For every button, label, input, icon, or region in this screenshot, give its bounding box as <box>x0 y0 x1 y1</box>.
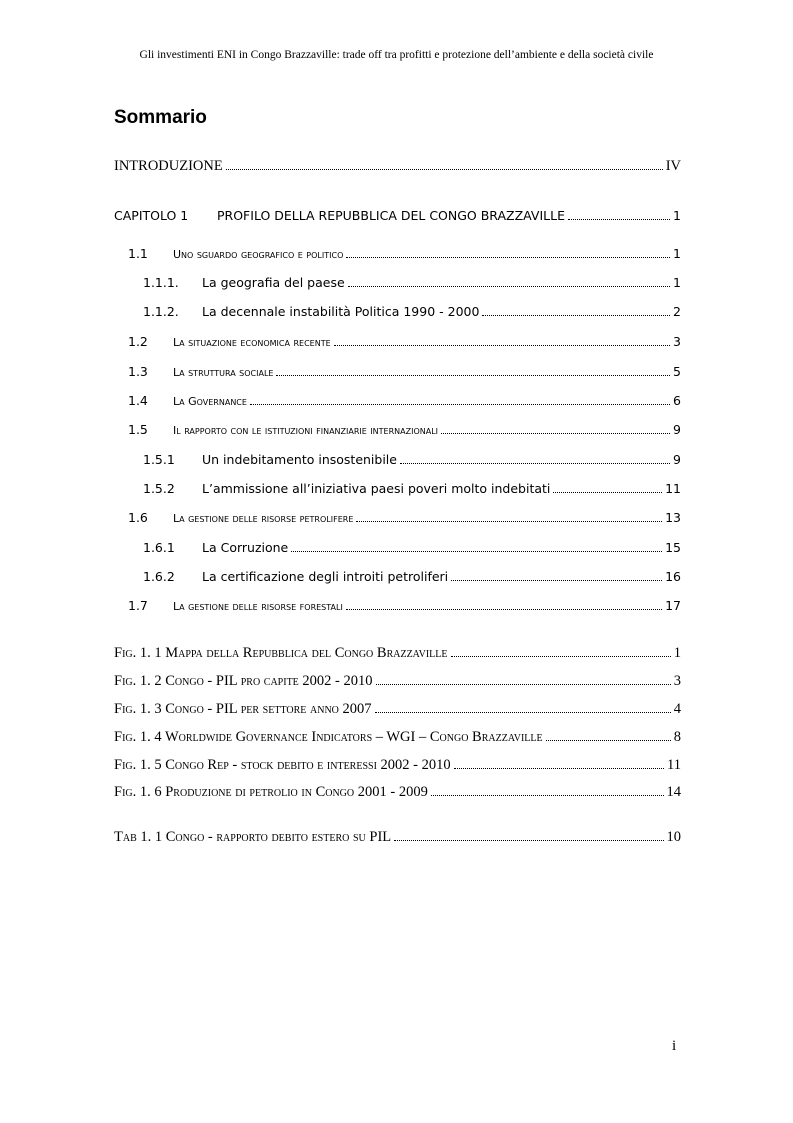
page-number: i <box>672 1038 677 1054</box>
toc-subsection-page: 2 <box>673 304 681 319</box>
toc-chapter-label: PROFILO DELLA REPUBBLICA DEL CONGO BRAZZAVILLE <box>217 208 565 223</box>
toc-section-label: La Governance <box>173 395 247 408</box>
toc-section-page: 3 <box>673 334 681 349</box>
toc-figure-page: 1 <box>673 645 681 661</box>
toc-figure-entry[interactable] <box>114 729 681 751</box>
toc-figure-page: 14 <box>666 784 681 800</box>
toc-subsection-label: La Corruzione <box>202 540 289 555</box>
toc-section-number: 1.2 <box>128 334 148 349</box>
toc-table-page: 10 <box>666 829 681 845</box>
running-header: Gli investimenti ENI in Congo Brazzaville: trade off tra profitti e protezione dell’ambiente e della società civile <box>139 49 654 61</box>
toc-section-label: La gestione delle risorse petrolifere <box>173 512 354 525</box>
toc-section-entry[interactable] <box>128 364 681 386</box>
toc-figure-page: 4 <box>673 701 681 717</box>
toc-subsection-entry[interactable] <box>143 481 681 503</box>
toc-subsection-number: 1.1.1. <box>143 275 179 290</box>
leader-dots <box>553 492 662 493</box>
leader-dots <box>451 656 671 657</box>
toc-table-entry[interactable] <box>114 829 681 851</box>
toc-figure-page: 11 <box>667 757 681 773</box>
leader-dots <box>348 286 670 287</box>
toc-figure-label: Fig. 1. 1 Mappa della Repubblica del Congo Brazzaville <box>114 645 448 661</box>
toc-subsection-number: 1.5.2 <box>143 481 175 496</box>
toc-subsection-label: La geografia del paese <box>202 275 345 290</box>
leader-dots <box>454 768 664 769</box>
toc-section-label: La struttura sociale <box>173 366 274 379</box>
toc-subsection-entry[interactable] <box>143 304 681 326</box>
toc-subsection-label: La decennale instabilità Politica 1990 - 2000 <box>202 304 480 319</box>
toc-subsection-page: 15 <box>665 540 681 555</box>
leader-dots <box>431 795 664 796</box>
page-title: Sommario <box>114 107 207 128</box>
toc-chapter-number: CAPITOLO 1 <box>114 208 189 223</box>
leader-dots <box>334 345 670 346</box>
toc-chapter-page: 1 <box>673 208 681 223</box>
leader-dots <box>276 375 670 376</box>
toc-section-number: 1.1 <box>128 246 148 261</box>
toc-subsection-page: 16 <box>665 569 681 584</box>
toc-section-number: 1.3 <box>128 364 148 379</box>
toc-intro-entry[interactable] <box>114 158 681 180</box>
toc-table-label: Tab 1. 1 Congo - rapporto debito estero su PIL <box>114 829 392 845</box>
toc-subsection-entry[interactable] <box>143 540 681 562</box>
leader-dots <box>375 712 671 713</box>
leader-dots <box>394 840 663 841</box>
leader-dots <box>346 257 670 258</box>
leader-dots <box>376 684 671 685</box>
toc-figure-label: Fig. 1. 6 Produzione di petrolio in Congo 2001 - 2009 <box>114 784 428 800</box>
toc-section-page: 1 <box>673 246 681 261</box>
toc-subsection-page: 1 <box>673 275 681 290</box>
leader-dots <box>250 404 670 405</box>
toc-section-number: 1.7 <box>128 598 148 613</box>
toc-subsection-entry[interactable] <box>143 275 681 297</box>
leader-dots <box>482 315 670 316</box>
leader-dots <box>546 740 671 741</box>
toc-section-number: 1.4 <box>128 393 148 408</box>
toc-section-entry[interactable] <box>128 393 681 415</box>
toc-figure-label: Fig. 1. 4 Worldwide Governance Indicators – WGI – Congo Brazzaville <box>114 729 543 745</box>
toc-section-label: Uno sguardo geografico e politico <box>173 248 344 261</box>
toc-section-page: 6 <box>673 393 681 408</box>
leader-dots <box>451 580 662 581</box>
toc-subsection-entry[interactable] <box>143 569 681 591</box>
toc-subsection-entry[interactable] <box>143 452 681 474</box>
toc-section-page: 9 <box>673 422 681 437</box>
leader-dots <box>346 609 662 610</box>
toc-subsection-number: 1.5.1 <box>143 452 175 467</box>
toc-figure-page: 8 <box>673 729 681 745</box>
leader-dots <box>356 521 662 522</box>
leader-dots <box>568 219 670 220</box>
toc-section-page: 17 <box>665 598 681 613</box>
toc-figure-entry[interactable] <box>114 757 681 779</box>
toc-figure-page: 3 <box>673 673 681 689</box>
toc-section-number: 1.6 <box>128 510 148 525</box>
toc-figure-entry[interactable] <box>114 701 681 723</box>
toc-section-number: 1.5 <box>128 422 148 437</box>
toc-section-label: Il rapporto con le istituzioni finanziarie internazionali <box>173 424 439 437</box>
toc-section-entry[interactable] <box>128 334 681 356</box>
toc-section-page: 13 <box>665 510 681 525</box>
toc-subsection-number: 1.6.2 <box>143 569 175 584</box>
leader-dots <box>226 169 663 170</box>
toc-chapter-entry[interactable] <box>114 208 681 230</box>
toc-intro-page: IV <box>665 158 681 174</box>
toc-subsection-label: L’ammissione all’iniziativa paesi poveri molto indebitati <box>202 481 551 496</box>
toc-figure-label: Fig. 1. 2 Congo - PIL pro capite 2002 - 2010 <box>114 673 373 689</box>
toc-subsection-page: 11 <box>665 481 681 496</box>
toc-section-entry[interactable] <box>128 422 681 444</box>
toc-section-entry[interactable] <box>128 510 681 532</box>
toc-section-label: La gestione delle risorse forestali <box>173 600 343 613</box>
toc-subsection-number: 1.6.1 <box>143 540 175 555</box>
toc-figure-label: Fig. 1. 5 Congo Rep - stock debito e interessi 2002 - 2010 <box>114 757 451 773</box>
toc-section-page: 5 <box>673 364 681 379</box>
toc-section-label: La situazione economica recente <box>173 336 331 349</box>
toc-figure-label: Fig. 1. 3 Congo - PIL per settore anno 2007 <box>114 701 372 717</box>
toc-subsection-label: La certificazione degli introiti petroliferi <box>202 569 449 584</box>
toc-section-entry[interactable] <box>128 246 681 268</box>
toc-section-entry[interactable] <box>128 598 681 620</box>
toc-figure-entry[interactable] <box>114 784 681 806</box>
leader-dots <box>441 433 670 434</box>
toc-intro-label: INTRODUZIONE <box>114 158 223 174</box>
toc-subsection-label: Un indebitamento insostenibile <box>202 452 397 467</box>
toc-figure-entry[interactable] <box>114 645 681 667</box>
toc-subsection-page: 9 <box>673 452 681 467</box>
leader-dots <box>291 551 662 552</box>
toc-figure-entry[interactable] <box>114 673 681 695</box>
toc-subsection-number: 1.1.2. <box>143 304 179 319</box>
leader-dots <box>400 463 670 464</box>
